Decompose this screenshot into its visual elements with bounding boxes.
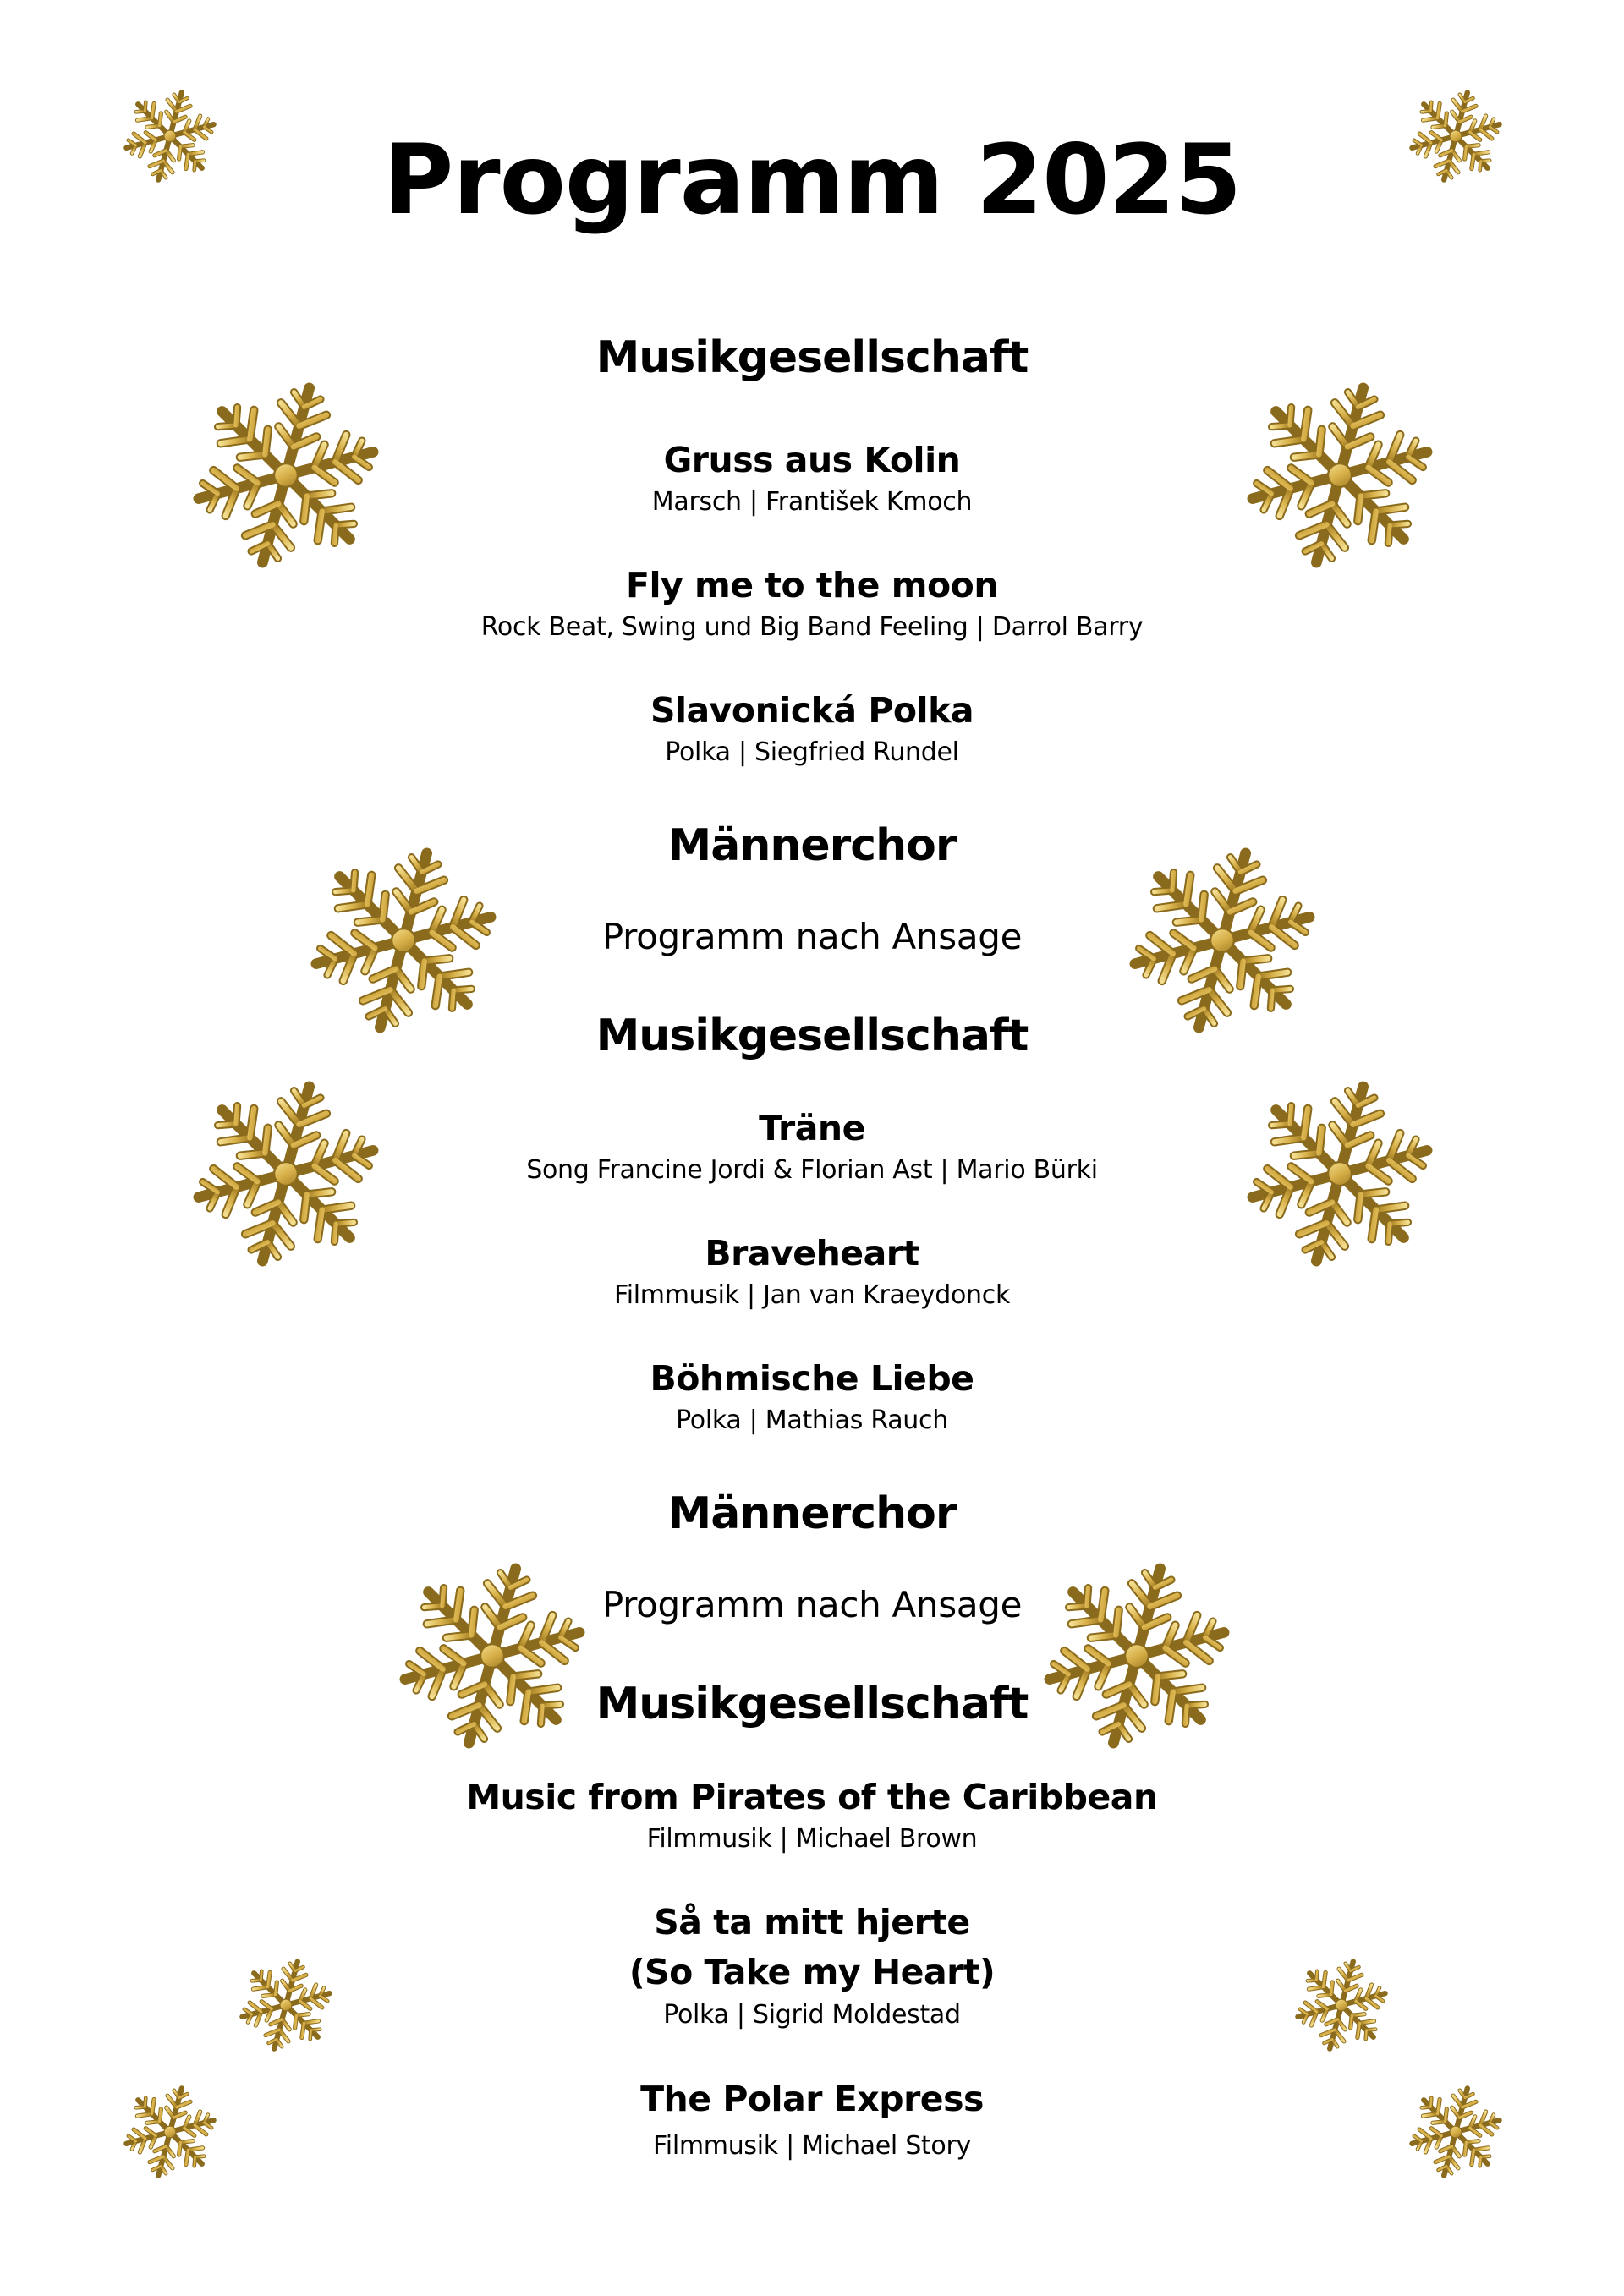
piece-title: Träne xyxy=(759,1108,865,1148)
section-heading: Musikgesellschaft xyxy=(595,332,1029,383)
piece-info: Polka | Sigrid Moldestad xyxy=(663,2000,961,2030)
section-heading: Männerchor xyxy=(667,1488,957,1539)
piece-info: Polka | Mathias Rauch xyxy=(676,1406,948,1435)
piece-info: Filmmusik | Michael Brown xyxy=(646,1824,978,1854)
piece-title: Music from Pirates of the Caribbean xyxy=(466,1777,1158,1817)
piece-info: Rock Beat, Swing und Big Band Feeling | Darrol Barry xyxy=(480,612,1144,642)
program-note: Programm nach Ansage xyxy=(601,916,1023,957)
piece-title: Så ta mitt hjerte xyxy=(654,1902,970,1943)
piece-info: Polka | Siegfried Rundel xyxy=(665,737,959,767)
piece-title: Braveheart xyxy=(705,1233,919,1274)
section-heading: Musikgesellschaft xyxy=(595,1011,1029,1061)
piece-info: Filmmusik | Jan van Kraeydonck xyxy=(613,1280,1011,1310)
piece-title: Gruss aus Kolin xyxy=(663,440,961,480)
page-title: Programm 2025 xyxy=(382,123,1242,236)
section-heading: Männerchor xyxy=(667,820,957,871)
piece-title: Böhmische Liebe xyxy=(650,1358,974,1399)
piece-info: Filmmusik | Michael Story xyxy=(653,2131,971,2161)
piece-title: Fly me to the moon xyxy=(625,565,999,606)
section-heading: Musikgesellschaft xyxy=(595,1679,1029,1729)
piece-info: Song Francine Jordi & Florian Ast | Mario Bürki xyxy=(526,1155,1098,1185)
piece-title: The Polar Express xyxy=(640,2079,984,2119)
program-note: Programm nach Ansage xyxy=(601,1584,1023,1625)
piece-title: Slavonická Polka xyxy=(650,690,974,731)
piece-info: Marsch | František Kmoch xyxy=(651,487,973,517)
piece-subtitle: (So Take my Heart) xyxy=(628,1952,996,1992)
